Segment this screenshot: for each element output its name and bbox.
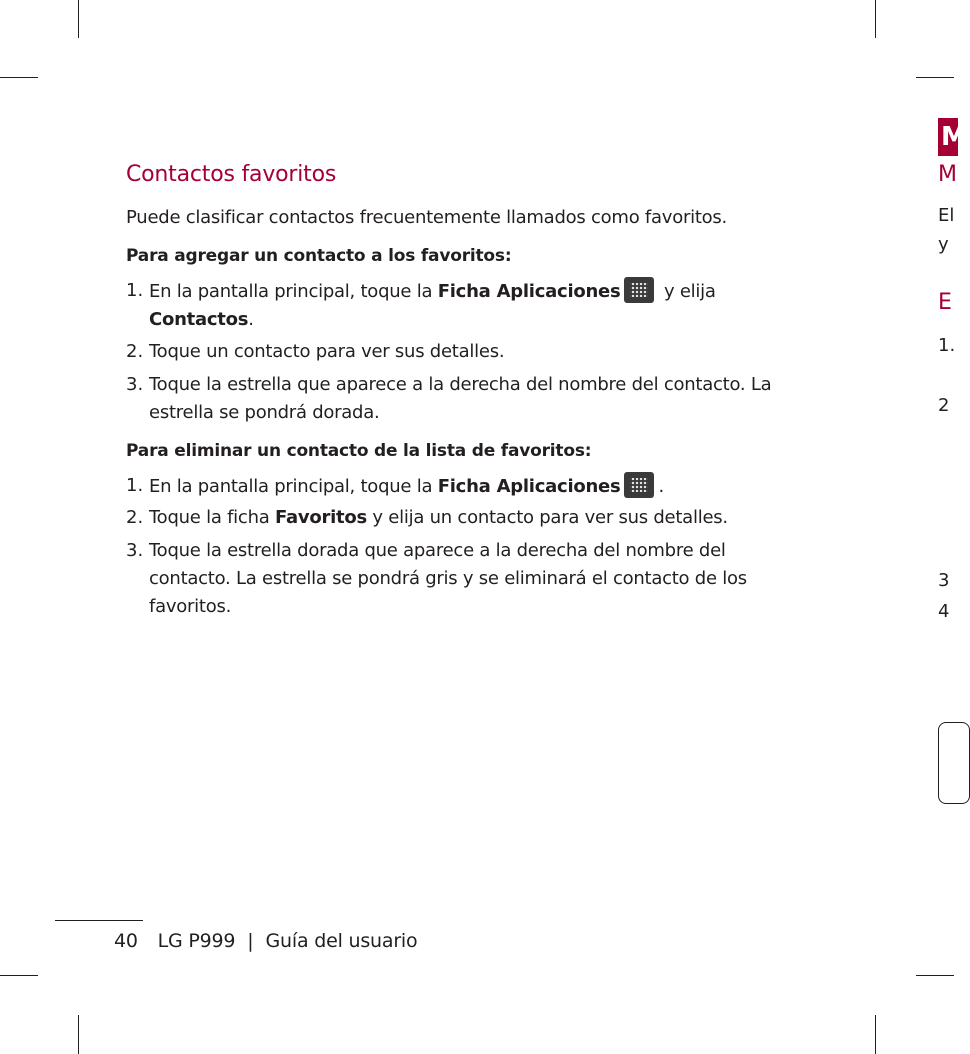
- remove-step-3: Toque la estrella dorada que aparece a la derecha del nombre del contacto. La estrella se pondrá gris y se eliminará el contacto de los favoritos.: [149, 540, 747, 617]
- add-step-1: En la pantalla principal, toque la Ficha Aplicaciones y elija Contactos.: [149, 277, 829, 334]
- crop-mark: [875, 0, 876, 38]
- contactos-label: Contactos: [149, 309, 249, 330]
- remove-step-1: En la pantalla principal, toque la Ficha Aplicaciones .: [149, 472, 829, 501]
- ficha-aplicaciones-label: Ficha Aplicaciones: [437, 281, 621, 302]
- page-footer: [114, 930, 417, 952]
- step-number: 1.: [126, 280, 144, 301]
- ficha-aplicaciones-label: Ficha Aplicaciones: [437, 476, 621, 497]
- chapter-badge: M: [938, 118, 958, 156]
- crop-mark: [0, 975, 38, 976]
- right-page-step: 3: [938, 570, 950, 591]
- grid-apps-icon: [624, 277, 654, 303]
- model-name: LG P999: [157, 930, 236, 952]
- grid-apps-icon: [624, 472, 654, 498]
- crop-mark: [875, 1015, 876, 1054]
- right-page-step: 2: [938, 395, 950, 416]
- favoritos-label: Favoritos: [274, 507, 367, 528]
- step-number: 1.: [126, 475, 144, 496]
- add-step-3: Toque la estrella que aparece a la derecha del nombre del contacto. La estrella se pondrá dorada.: [149, 374, 772, 423]
- crop-mark: [916, 77, 954, 78]
- crop-mark: [0, 77, 38, 78]
- step-number: 3.: [126, 374, 144, 395]
- crop-mark: [78, 1015, 79, 1054]
- step-number: 2.: [126, 507, 144, 528]
- guide-title: Guía del usuario: [265, 930, 418, 952]
- right-page-text: y: [938, 234, 949, 255]
- step-number: 3.: [126, 540, 144, 561]
- remove-heading: Para eliminar un contacto de la lista de favoritos:: [126, 441, 592, 461]
- right-page-step: 4: [938, 601, 950, 622]
- intro-text: Puede clasificar contactos frecuentemente llamados como favoritos.: [126, 207, 728, 228]
- section-title: Contactos favoritos: [126, 162, 337, 187]
- add-step-2: Toque un contacto para ver sus detalles.: [149, 341, 505, 362]
- crop-mark: [916, 975, 954, 976]
- right-page-text: El: [938, 205, 955, 226]
- add-heading: Para agregar un contacto a los favoritos:: [126, 246, 512, 266]
- right-page-heading: E: [938, 290, 952, 315]
- crop-mark: [78, 0, 79, 38]
- right-page-step: 1.: [938, 335, 956, 356]
- step-number: 2.: [126, 341, 144, 362]
- right-page-title: M: [938, 162, 957, 187]
- footer-separator: |: [247, 930, 254, 952]
- page-number: 40: [114, 930, 138, 952]
- footer-rule: [55, 920, 143, 921]
- right-page-note-box: [938, 722, 970, 804]
- remove-step-2: Toque la ficha Favoritos y elija un contacto para ver sus detalles.: [149, 507, 728, 528]
